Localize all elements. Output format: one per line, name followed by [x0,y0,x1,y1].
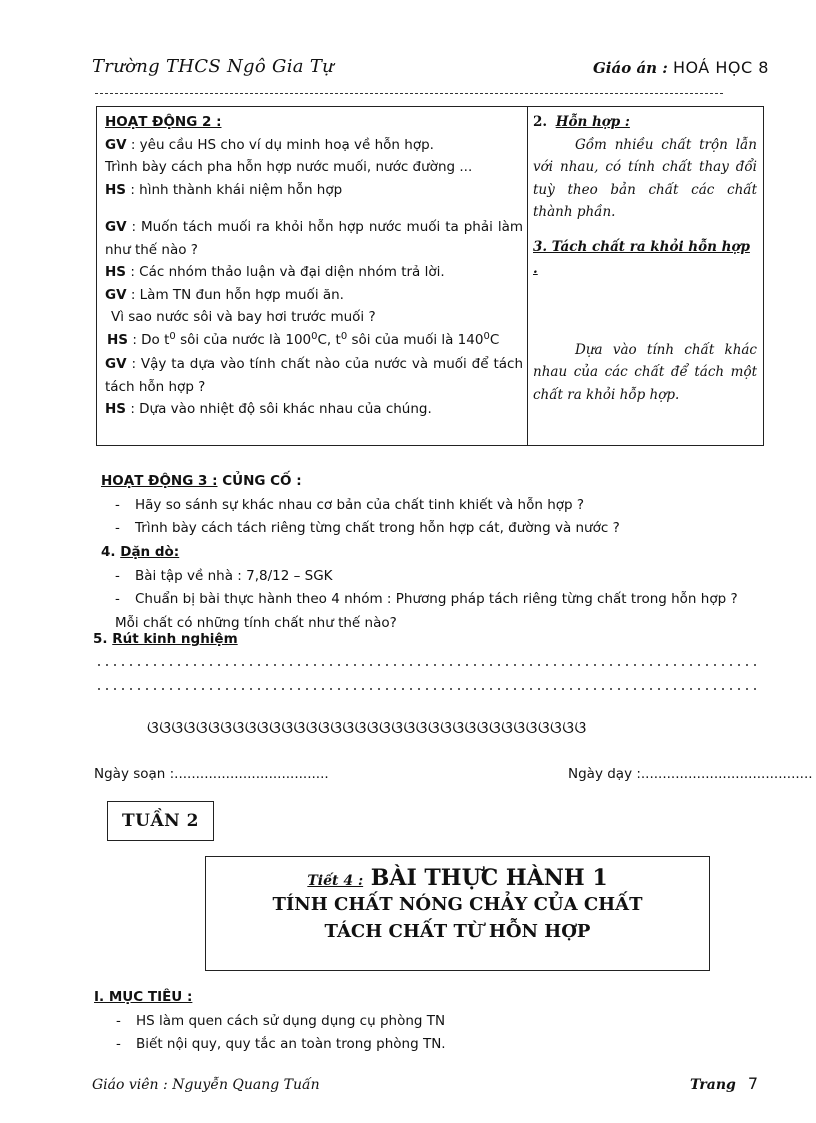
activity3-item: - Trình bày cách tách riêng từng chất trong hỗn hợp cát, đường và nước ? [115,520,620,536]
lesson-title-box [205,856,710,971]
student-line-2: HS : Các nhóm thảo luận và đại diện nhóm trả lời. [105,264,445,280]
dotted-line [95,688,759,690]
footer-teacher: Giáo viên : Nguyễn Quang Tuấn [92,1077,320,1093]
week-box: TUẦN 2 [107,801,214,841]
activity3-heading: HOẠT ĐỘNG 3 : CỦNG CỐ : [101,473,302,489]
header-subject-block [593,58,769,77]
homework-item: - Bài tập về nhà : 7,8/12 – SGK [115,567,333,584]
lesson-title-line-3: TÁCH CHẤT TỪ HỖN HỢP [324,921,591,942]
header-divider [95,93,723,94]
table-column-divider [527,107,528,445]
section3-text: Dựa vào tính chất khác nhau của các chất để tách một chất ra khỏi hỗp hợp. [533,341,757,403]
teacher-line-2: GV : Muốn tách muối ra khỏi hỗn hợp nước muối ta phải làm như thế nào ? [105,219,523,258]
text-line-2: Trình bày cách pha hỗn hợp nước muối, nước đường ... [105,159,473,175]
activity3-section [101,470,761,541]
footer-page-number: 7 [747,1074,759,1093]
teacher-line-1: GV : yêu cầu HS cho ví dụ minh hoạ về hỗn hợp. [105,136,434,153]
date-prepared: Ngày soạn :.................................... [94,766,329,782]
date-taught: Ngày dạy :........................................ [568,766,813,782]
activity3-item: - Hãy so sánh sự khác nhau cơ bản của chất tinh khiết và hỗn hợp ? [115,496,585,513]
table-right-column [533,111,757,406]
table-left-column [105,111,523,421]
ornament-divider: ଓଓଓଓଓଓଓଓଓଓଓଓଓଓଓଓଓଓଓଓଓଓଓଓଓଓଓଓଓଓଓଓଓଓଓଓ [147,718,587,738]
student-line-3: HS : Do $t^0$ sôi của nước là $100^0C$, $t^0$ sôi của muối là $140^0C$ [107,330,500,348]
student-line-4: HS : Dựa vào nhiệt độ sôi khác nhau của chúng. [105,401,432,417]
homework-item: - Chuẩn bị bài thực hành theo 4 nhóm : Phương pháp tách riêng từng chất trong hỗn hợp ? [115,591,738,607]
teacher-line-4: GV : Vậy ta dựa vào tính chất nào của nước và muối để tách tách hỗn hợp ? [105,356,523,395]
section2-text: Gồm nhiều chất trộn lẫn với nhau, có tính chất thay đổi tuỳ theo bản chất các chất thành phần. [533,136,757,220]
homework-section [101,541,761,635]
lesson-title-line-1: Tiết 4 : BÀI THỰC HÀNH 1 [307,865,608,891]
objectives-section [94,986,754,1057]
activity-table [96,106,764,446]
header-subject: HOÁ HỌC 8 [672,58,769,77]
header-school: Trường THCS Ngô Gia Tự [92,56,335,77]
objective-item: - Biết nội quy, quy tắc an toàn trong phòng TN. [116,1036,446,1052]
experience-heading: 5. Rút kinh nghiệm [93,631,238,647]
objectives-heading: I. MỤC TIÊU : [94,989,193,1005]
footer-page [690,1074,758,1093]
dotted-line [95,664,759,666]
objective-item: - HS làm quen cách sử dụng dụng cụ phòng TN [116,1012,446,1029]
homework-item-continued: Mỗi chất có những tính chất như thế nào? [115,614,397,631]
section2-heading: 2. Hỗn hợp : [533,114,630,130]
teacher-line-3: GV : Làm TN đun hỗn hợp muối ăn. [105,286,344,303]
section3-heading: 3. Tách chất ra khỏi hỗn hợp . [533,238,750,277]
homework-heading: 4. Dặn dò: [101,544,180,560]
question-line: Vì sao nước sôi và bay hơi trước muối ? [111,309,376,325]
footer-page-label: Trang [690,1077,736,1093]
activity2-heading: HOẠT ĐỘNG 2 : [105,114,222,130]
student-line-1: HS : hình thành khái niệm hỗn hợp [105,181,343,198]
header-plan-label: Giáo án : [593,59,668,77]
lesson-title-line-2: TÍNH CHẤT NÓNG CHẢY CỦA CHẤT [272,894,643,915]
